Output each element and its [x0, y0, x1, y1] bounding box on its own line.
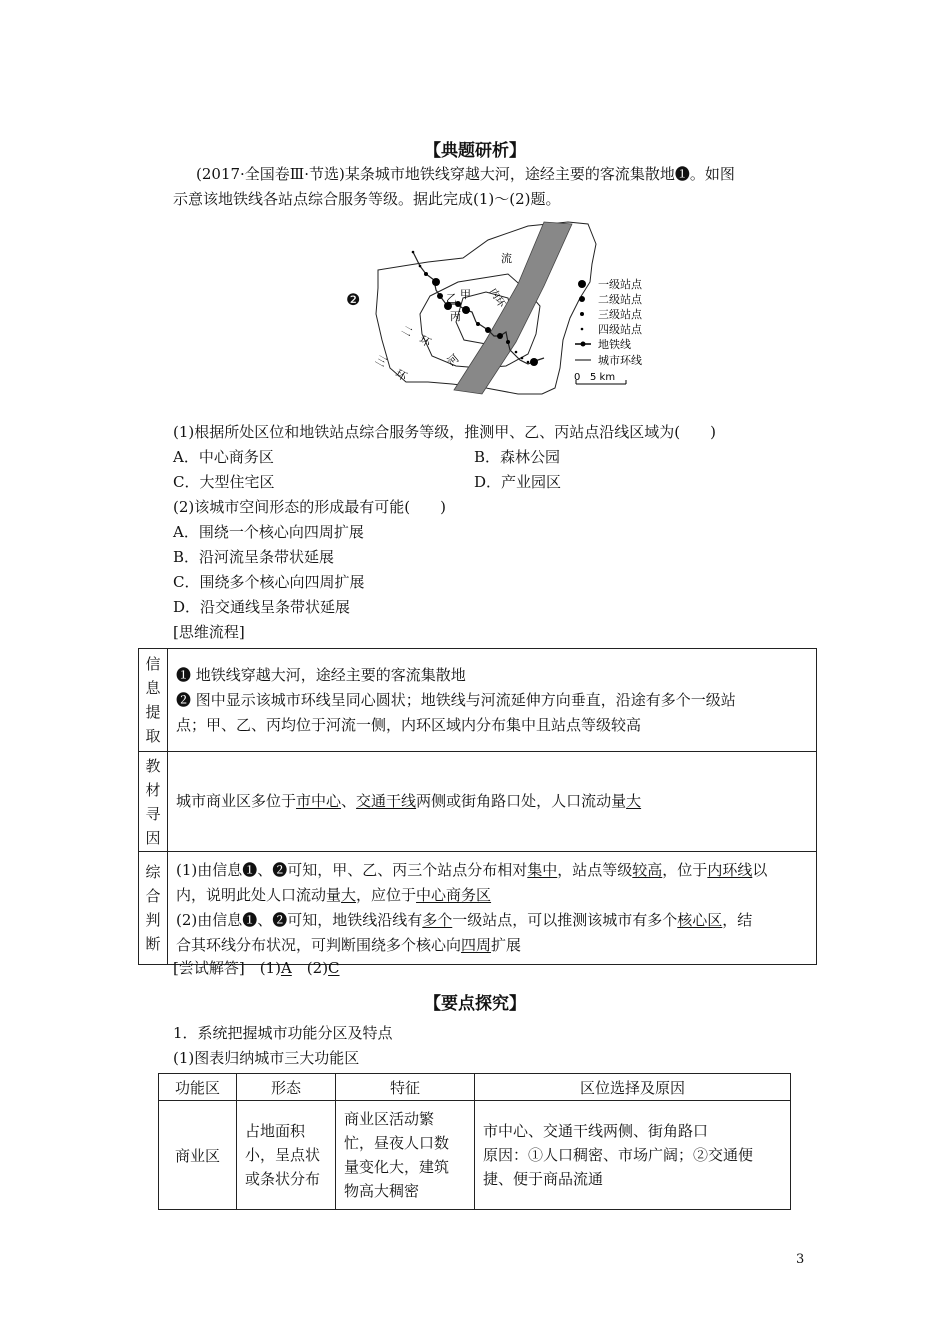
answer-2: C	[328, 959, 340, 977]
cell-location: 市中心、交通干线两侧、街角路口 原因：①人口稠密、市场广阔；②交通便 捷、便于商品流通	[475, 1101, 791, 1210]
flow-info-content	[168, 649, 817, 752]
station-level-4	[521, 357, 524, 360]
q2-option-c: C．围绕多个核心向四周扩展	[173, 573, 365, 591]
inner-ring-label: 内环	[486, 286, 507, 310]
intro-line-2: 示意该地铁线各站点综合服务等级。据此完成(1)～(2)题。	[173, 190, 561, 208]
info-line-2: ❷ 图中显示该城市环线呈同心圆状；地铁线与河流延伸方向垂直，沿途有多个一级站	[176, 690, 736, 709]
legend-level-4: 四级站点	[598, 323, 642, 336]
thinking-flow-label: [思维流程]	[173, 623, 245, 641]
header-feature: 特征	[336, 1074, 475, 1101]
header-form: 形态	[237, 1074, 336, 1101]
section-title-analysis: 【典题研析】	[424, 141, 526, 161]
subway-map	[368, 218, 668, 408]
scale-zero: 0	[574, 372, 581, 383]
legend-level-1: 一级站点	[598, 278, 642, 291]
station-level-1	[462, 306, 470, 314]
station-level-2	[437, 293, 443, 299]
answer-1: A	[280, 959, 292, 977]
cell-zone: 商业区	[159, 1101, 237, 1210]
ring2-label-b: 环	[417, 332, 434, 350]
q1-option-c: C．大型住宅区	[173, 473, 275, 491]
q1-stem: (1)根据所处区位和地铁站点综合服务等级，推测甲、乙、丙站点沿线区域为( )	[173, 423, 716, 441]
flow-textbook-content: 城市商业区多位于市中心、交通干线两侧或街角路口处，人口流动量大	[168, 752, 817, 852]
point-1: 1．系统把握城市功能分区及特点	[173, 1024, 393, 1042]
intro-line-1: (2017·全国卷Ⅲ·节选)某条城市地铁线穿越大河，途经主要的客流集散地❶。如图	[196, 165, 735, 183]
functional-zone-table	[158, 1073, 791, 1210]
river-label-liu: 流	[501, 252, 512, 265]
answer-line: [尝试解答] (1)A (2)C	[173, 959, 340, 977]
legend-marker-level-1	[578, 280, 586, 288]
station-level-4	[527, 361, 530, 364]
station-level-2	[485, 327, 491, 333]
station-level-3	[476, 322, 480, 326]
thinking-flow-table	[138, 648, 817, 965]
flow-head-info: 信 息 提 取	[139, 649, 168, 752]
label-jia: 甲	[460, 288, 471, 301]
station-level-4	[419, 265, 422, 268]
station-level-3	[506, 340, 510, 344]
station-level-1	[432, 278, 440, 286]
info-line-3: 点；甲、乙、丙均位于河流一侧，内环区域内分布集中且站点等级较高	[176, 715, 642, 734]
q1-option-d: D．产业园区	[474, 473, 562, 491]
q1-option-a: A．中心商务区	[173, 448, 274, 466]
header-location: 区位选择及原因	[475, 1074, 791, 1101]
legend-swatch-subway-dot	[581, 342, 586, 347]
flow-judgement-content: (1)由信息❶、❷可知，甲、乙、丙三个站点分布相对集中，站点等级较高，位于内环线以 内，说明此处人口流动量大，应位于中心商务区 (2)由信息❶、❷可知，地铁线沿线有多个一级站点，可以推测该城市有多个核心区，结 合其环线分布状况，可判断围绕多个核心向四周扩展	[168, 852, 817, 965]
legend-level-3: 三级站点	[598, 308, 642, 321]
info-line-1: ❶ 地铁线穿越大河，途经主要的客流集散地	[176, 665, 466, 684]
legend-marker-level-3	[580, 312, 584, 316]
flow-head-textbook: 教 材 寻 因	[139, 752, 168, 852]
legend-subway: 地铁线	[598, 338, 631, 351]
ring3-label-b: 环	[393, 366, 410, 384]
legend-marker-level-2	[579, 296, 585, 302]
point-1-sub: (1)图表归纳城市三大功能区	[173, 1049, 360, 1067]
page-number: 3	[796, 1252, 805, 1267]
table-header-row	[159, 1074, 791, 1101]
station-level-4	[412, 251, 415, 254]
ring3-label-a: 三	[373, 352, 390, 370]
cell-form: 占地面积 小，呈点状 或条状分布	[237, 1101, 336, 1210]
flow-row-textbook	[139, 752, 817, 852]
legend-level-2: 二级站点	[598, 293, 642, 306]
cell-feature: 商业区活动繁 忙，昼夜人口数 量变化大，建筑 物高大稠密	[336, 1101, 475, 1210]
river-label-he: 河	[444, 351, 462, 369]
q2-option-d: D．沿交通线呈条带状延展	[173, 598, 351, 616]
table-row-commercial	[159, 1101, 791, 1210]
station-level-4	[515, 351, 518, 354]
station-level-3	[424, 272, 428, 276]
q2-option-b: B．沿河流呈条带状延展	[173, 548, 335, 566]
station-level-2	[497, 333, 503, 339]
legend-marker-level-4	[581, 328, 584, 331]
station-level-1	[530, 358, 538, 366]
q2-option-a: A．围绕一个核心向四周扩展	[173, 523, 364, 541]
flow-row-info	[139, 649, 817, 752]
label-yi: 乙	[446, 292, 457, 305]
scale-label: 5 km	[590, 372, 616, 383]
marker-2: ❷	[346, 290, 361, 309]
header-zone: 功能区	[159, 1074, 237, 1101]
section-title-key-points: 【要点探究】	[424, 994, 526, 1014]
label-bing: 丙	[450, 310, 461, 323]
ring2-label-a: 二	[399, 322, 416, 340]
q2-stem: (2)该城市空间形态的形成最有可能( )	[173, 498, 446, 516]
flow-head-judgement: 综 合 判 断	[139, 852, 168, 965]
flow-row-judgement	[139, 852, 817, 965]
q1-option-b: B．森林公园	[474, 448, 561, 466]
river-band	[454, 222, 572, 394]
legend-ring-road: 城市环线	[598, 354, 642, 367]
